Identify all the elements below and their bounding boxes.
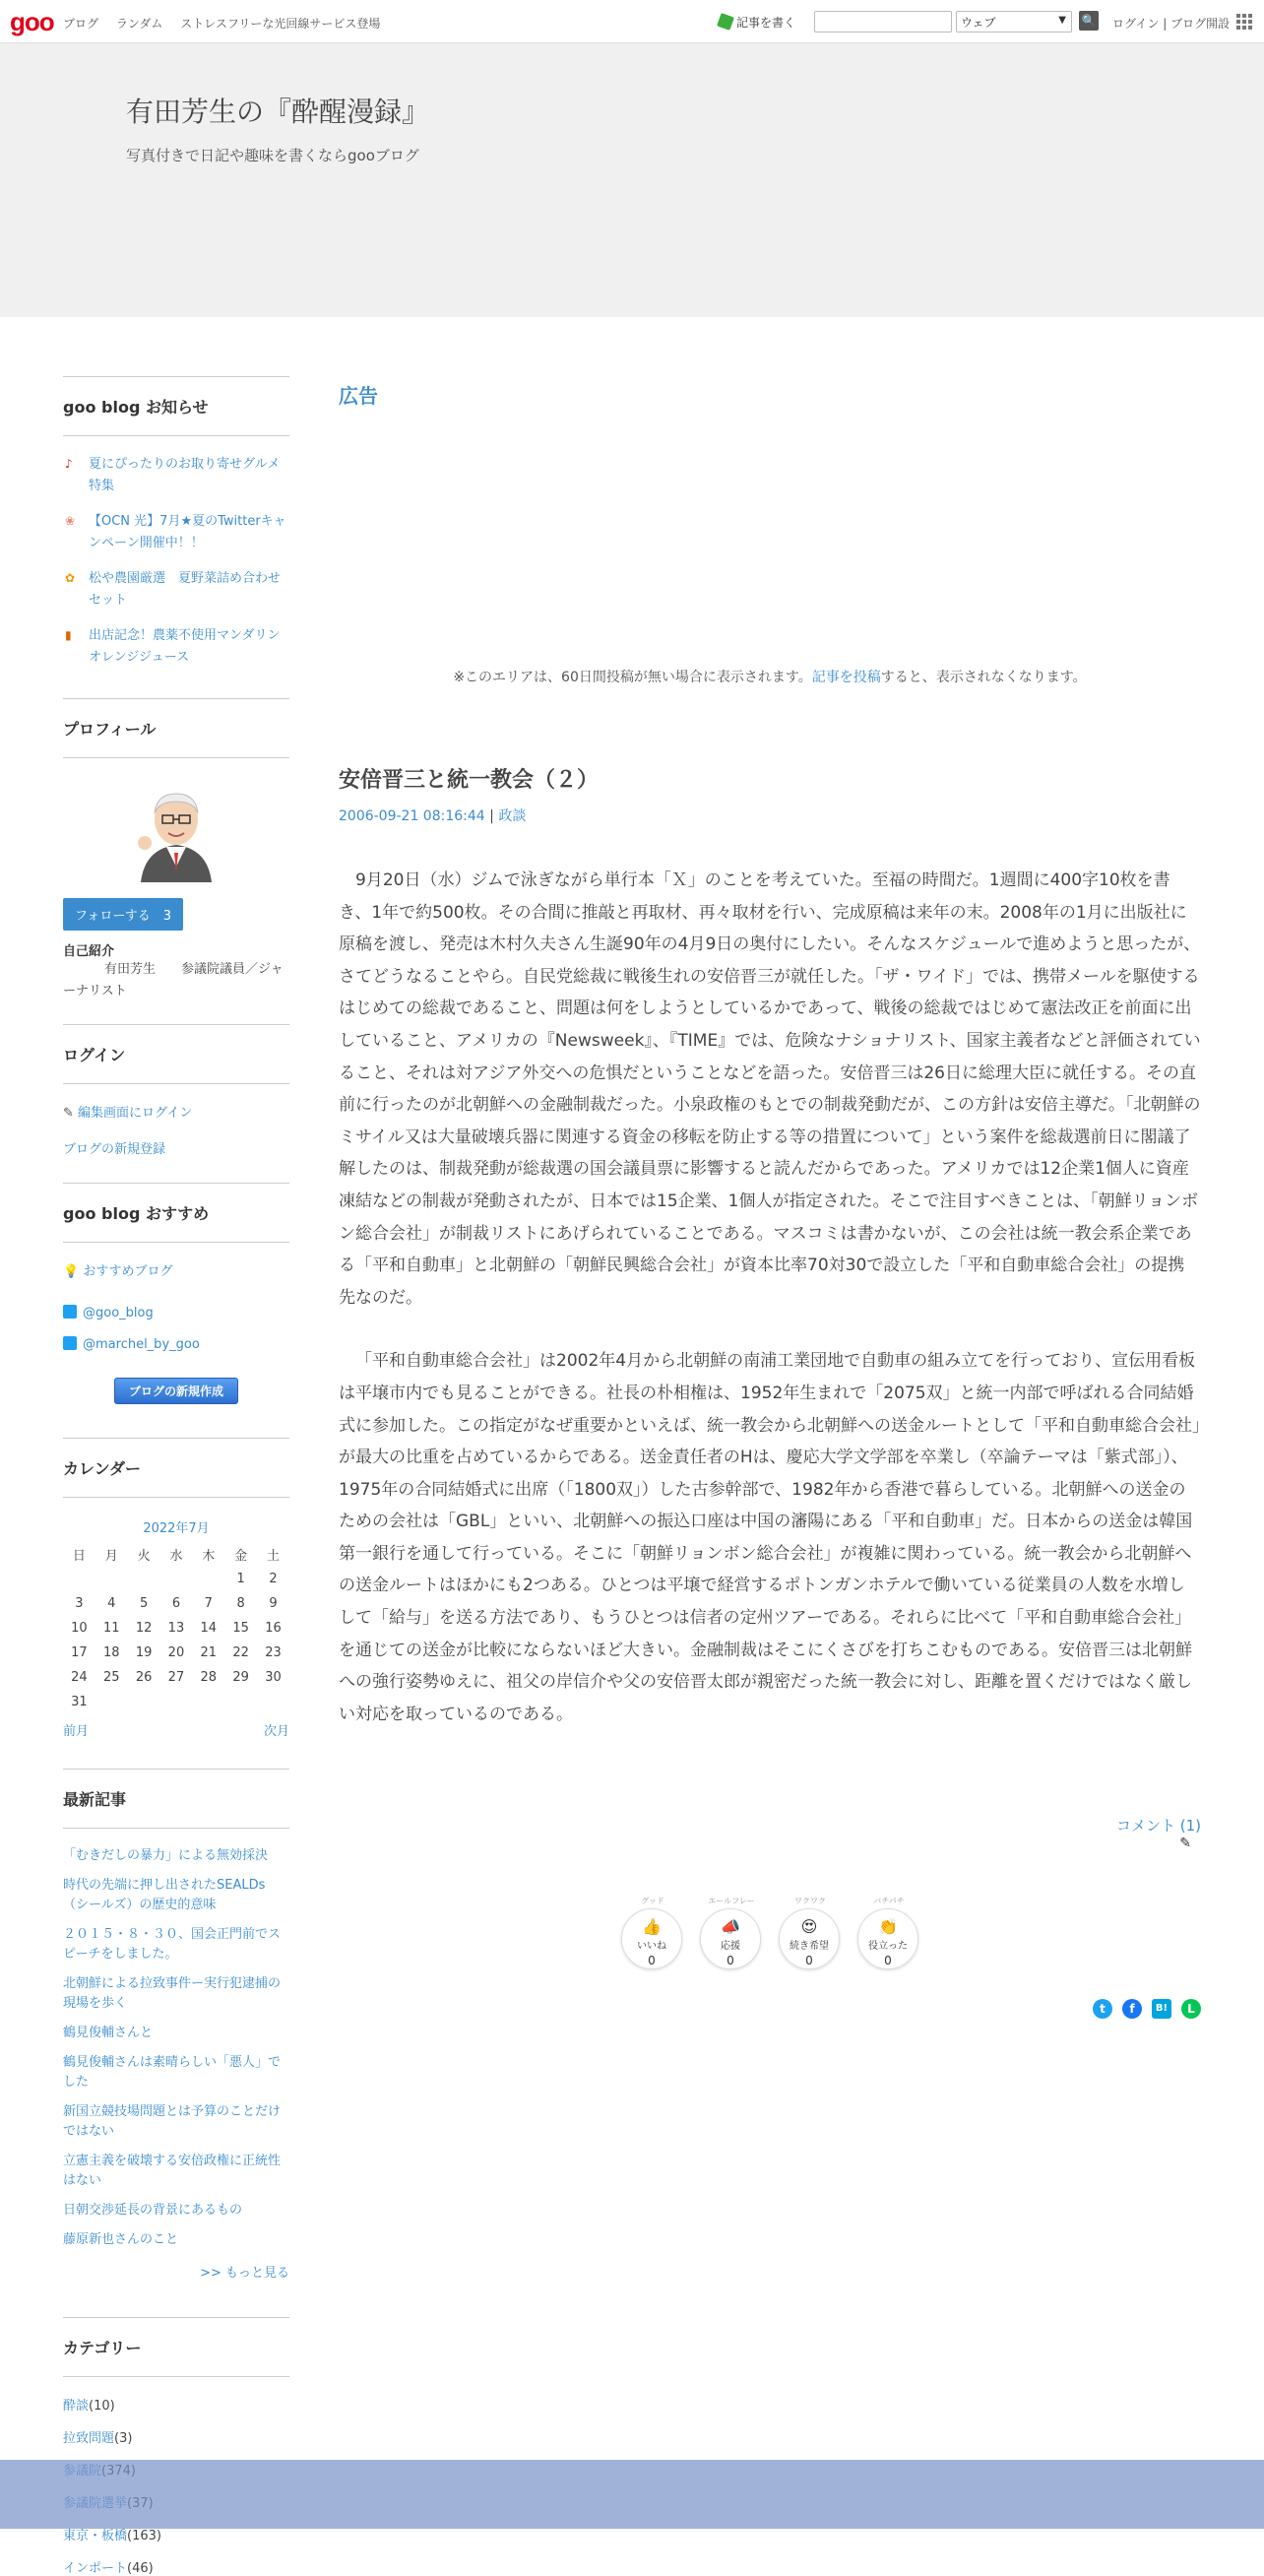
twitter-share-icon[interactable]: t [1093, 1999, 1112, 2019]
new-blog-link[interactable]: ブログの新規登録 [63, 1142, 166, 1157]
recommend-heading: goo blog おすすめ [63, 1184, 289, 1243]
article-paragraph: 9月20日（水）ジムで泳ぎながら単行本「Ｘ」のことを考えていた。至福の時間だ。1週間に400字10枚を書き、1年で約500枚。その合間に推敲と再取材、再々取材を行い、完成原稿は来年の末。2008年の1月に出版社に原稿を渡し、発売は木村久夫さん生誕90年の4月9日の奥付にしたい。そんなスケジュールで進めようと思ったが、さてどうなることやら。自民党総裁に戦後生れの安倍晋三が就任した。「ザ・ワイド」では、携帯メールを駆使するはじめての総裁であること、問題は何をしようとしているかであって、戦後の総裁ではじめて憲法改正を前面に出していること、アメリカの『Newsweek』、『TIME』では、危険なナショナリスト、国家主義者などと評価されていること、それは対アジア外交への危惧だということなどを語った。安倍晋三は26日に総理大臣に就任する。その直前に行ったのが北朝鮮への金融制裁だった。小泉政権のもとでの制裁発動だが、この方針は安倍主導だ。「北朝鮮のミサイル又は大量破壊兵器に関連する資金の移転を防止する等の措置について」という案件を総裁選前日に閣議了解したのは、制裁発動が総裁選の国会議員票に影響すると読んだからであった。アメリカでは12企業1個人に資産凍結などの制裁が発動されたが、日本では15企業、1個人が指定された。そこで注目すべきことは、「朝鮮リョンボン総合会社」が制裁リストにあげられていることである。マスコミは書かないが、この会社は統一教会系企業である「平和自動車」と北朝鮮の「朝鮮民興総合会社」が資本比率70対30で設立した「平和自動車総合会社」の提携先なのだ。 [339, 870, 1201, 1308]
search-scope-select[interactable] [956, 11, 1072, 32]
line-share-icon[interactable]: L [1181, 1999, 1201, 2019]
calendar-prev-link[interactable]: 前月 [63, 1724, 90, 1739]
post-article-link[interactable]: 記事を投稿 [811, 670, 881, 685]
intro-label: 自己紹介 [63, 944, 115, 959]
avatar-illustration-icon [131, 784, 221, 882]
article-meta [339, 805, 1201, 825]
recent-section [63, 1769, 289, 2317]
recent-article-link[interactable]: 藤原新也さんのこと [63, 2232, 179, 2247]
goo-logo[interactable]: goo [10, 7, 54, 36]
notice-heading: goo blog お知らせ [63, 377, 289, 436]
calendar-table [63, 1542, 289, 1714]
recommended-blogs-link[interactable]: 💡 おすすめブログ [63, 1264, 173, 1279]
reaction-like-button[interactable]: グッド 👍 いいね 0 [621, 1908, 682, 1969]
edit-pencil-icon[interactable]: ✎ [1179, 1835, 1191, 1852]
hatena-bookmark-icon[interactable]: B! [1152, 1999, 1171, 2019]
comments-link[interactable]: コメント (1) [1115, 1817, 1201, 1835]
reaction-buttons [339, 1897, 1201, 1969]
calendar-section [63, 1438, 289, 1769]
notice-section [63, 376, 289, 698]
nav-blog[interactable]: ブログ [63, 17, 99, 31]
heart-eyes-icon: 😍 [800, 1917, 818, 1937]
reaction-cheer-button[interactable]: エールフレー 📣 応援 0 [700, 1908, 761, 1969]
search-input[interactable] [814, 11, 952, 32]
ad-notice: ※このエリアは、60日間投稿が無い場合に表示されます。記事を投稿すると、表示されなくなります。 [453, 670, 1087, 685]
nav-random[interactable]: ランダム [115, 17, 163, 31]
meta-separator: | [489, 808, 494, 824]
profile-avatar[interactable] [131, 784, 221, 882]
search-scope-value: ウェブ [961, 16, 996, 30]
overlay-banner [0, 2460, 1264, 2529]
blog-signup-link[interactable]: ブログ開設 [1170, 17, 1231, 31]
pencil-icon: ✎ [63, 1106, 79, 1121]
reaction-helpful-button[interactable]: バチパチ 👏 役立った 0 [857, 1908, 918, 1969]
global-header [0, 0, 1264, 43]
category-item[interactable]: 拉致問題(3) [63, 2431, 133, 2446]
sidebar [63, 376, 289, 2576]
recent-article-link[interactable]: 北朝鮮による拉致事件ー実行犯逮捕の現場を歩く [63, 1976, 282, 2011]
goo-blog-twitter-link[interactable]: @goo_blog [63, 1305, 289, 1320]
recent-article-link[interactable]: 鶴見俊輔さんと [63, 2026, 154, 2040]
marchel-twitter-link[interactable]: @marchel_by_goo [63, 1336, 289, 1352]
facebook-share-icon[interactable]: f [1122, 1999, 1142, 2019]
notice-item[interactable]: ♪ 夏にぴったりのお取り寄せグルメ特集 [65, 457, 281, 493]
write-article-link[interactable] [719, 14, 795, 31]
login-heading: ログイン [63, 1025, 289, 1084]
calendar-week: 3 4 5 6 7 8 9 [75, 1596, 278, 1611]
recent-article-link[interactable]: 新国立競技場問題とは予算のことだけではない [63, 2104, 282, 2139]
twitter-icon [63, 1336, 77, 1350]
follow-button[interactable]: フォローする 3 [63, 898, 183, 931]
recent-article-link[interactable]: 時代の先端に押し出されたSEALDs（シールズ）の歴史的意味 [63, 1878, 266, 1912]
music-note-icon: ♪ [65, 457, 73, 471]
pencil-icon [717, 13, 734, 31]
category-item[interactable]: 酔談(10) [63, 2399, 115, 2414]
recent-article-link[interactable]: 立憲主義を破壊する安倍政権に正統性はない [63, 2154, 282, 2188]
category-heading: カテゴリー [63, 2318, 289, 2377]
more-articles-link[interactable]: >> もっと見る [200, 2266, 289, 2281]
thumbs-up-icon: 👍 [642, 1917, 662, 1937]
global-nav [63, 15, 394, 32]
calendar-week: 31 [71, 1695, 88, 1709]
ribbon-icon: ❀ [65, 514, 76, 528]
recommend-section [63, 1183, 289, 1438]
chevron-down-icon: ▼ [1058, 15, 1066, 26]
create-blog-button[interactable]: ブログの新規作成 [114, 1378, 238, 1404]
calendar-heading: カレンダー [63, 1439, 289, 1498]
write-article-label: 記事を書く [736, 16, 796, 30]
reaction-more-button[interactable]: ワクワク 😍 続き希望 0 [779, 1908, 840, 1969]
calendar-nav [63, 1720, 289, 1739]
article-paragraph: 「平和自動車総合会社」は2002年4月から北朝鮮の南浦工業団地で自動車の組み立てを行っており、宣伝用看板は平壌市内でも見ることができる。社長の朴相権は、1952年生まれで「2075双」と統一内部で呼ばれる合同結婚式に参加した。この指定がなぜ重要かといえば、統一教会から北朝鮮への送金ルートとして「平和自動車総合会社」が最大の比重を占めているからである。送金責任者のHは、慶応大学文学部を卒業し（卒論テーマは「紫式部」）、1975年の合同結婚式に出席（「1800双」）した古参幹部で、1982年から香港で暮らしている。北朝鮮への送金のための会社は「GBL」といい、北朝鮮への振込口座は中国の瀋陽にある「平和自動車」だ。日本からの送金は韓国第一銀行を通して行っている。そこに「朝鮮リョンボン総合会社」が複雑に関わっている。統一教会から北朝鮮への送金ルートはほかにも2つある。ひとつは平壌で経営するポトンガンホテルで働いている従業員の人数を水増しして「給与」を送る方法であり、もうひとつは信者の定州ツアーである。それらに比べて「平和自動車総合会社」を通じての送金が比較にならないほど大きい。金融制裁はそこにくさびを打ちこむものである。安倍晋三は北朝鮮への強行姿勢ゆえに、祖父の岸信介や父の安倍晋太郎が親密だった統一教会に対し、距離を置くだけではなく厳しい対応を取っているのである。 [339, 1351, 1201, 1724]
ad-heading: 広告 [339, 384, 378, 408]
calendar-week: 17 18 19 20 21 22 23 [71, 1645, 282, 1660]
account-divider: | [1163, 17, 1168, 31]
profile-heading: プロフィール [63, 699, 289, 758]
account-links [1112, 15, 1230, 32]
notice-item[interactable]: ▮ 出店記念！農薬不使用マンダリンオレンジジュース [65, 628, 281, 665]
category-section [63, 2317, 289, 2576]
notice-item[interactable]: ❀ 【OCN 光】7月★夏のTwitterキャンペーン開催中！！ [65, 514, 286, 550]
article-title[interactable]: 安倍晋三と統一教会（２） [339, 768, 600, 793]
calendar-weekdays: 日 月 火 水 木 金 土 [72, 1549, 281, 1564]
share-buttons [339, 1999, 1201, 2019]
twitter-icon [63, 1305, 77, 1319]
profile-section [63, 698, 289, 1024]
blog-header [0, 43, 1264, 317]
recent-article-link[interactable]: 鶴見俊輔さんは素晴らしい「悪人」でした [63, 2055, 282, 2090]
recent-article-link[interactable]: 「むきだしの暴力」による無効採決 [63, 1848, 269, 1863]
juice-icon: ▮ [65, 628, 72, 642]
calendar-next-link[interactable]: 次月 [263, 1724, 289, 1739]
notice-item[interactable]: ✿ 松や農園厳選 夏野菜詰め合わせセット [65, 571, 282, 608]
megaphone-icon: 📣 [721, 1917, 740, 1937]
follower-count: 3 [162, 909, 171, 924]
search-button[interactable]: 🔍 [1079, 11, 1099, 31]
recent-article-link[interactable]: 日朝交渉延長の背景にあるもの [63, 2203, 243, 2218]
clap-icon: 👏 [878, 1917, 898, 1937]
calendar-month: 2022年7月 [143, 1521, 210, 1536]
nav-promo[interactable]: ストレスフリーな光回線サービス登場 [180, 17, 381, 31]
category-item[interactable]: 東京・板橋(163) [63, 2529, 161, 2544]
login-link[interactable]: ログイン [1112, 17, 1160, 31]
blog-title[interactable]: 有田芳生の『酔醒漫録』 [126, 96, 430, 128]
lightbulb-icon: 💡 [63, 1264, 84, 1279]
calendar-week: 10 11 12 13 14 15 16 [71, 1621, 282, 1636]
intro-text: 有田芳生 参議院議員／ジャーナリスト [63, 962, 284, 998]
calendar-week: 1 2 [236, 1572, 278, 1586]
main-content [339, 376, 1201, 2019]
login-section [63, 1024, 289, 1183]
blog-description: 写真付きで日記や趣味を書くならgooブログ [126, 147, 419, 164]
app-grid-icon[interactable] [1236, 14, 1252, 30]
calendar-week: 24 25 26 27 28 29 30 [71, 1670, 282, 1685]
article-category-link[interactable]: 政談 [498, 808, 527, 824]
flower-icon: ✿ [65, 571, 76, 585]
edit-login-link[interactable]: ✎ 編集画面にログイン [63, 1106, 193, 1121]
article-date: 2006-09-21 08:16:44 [339, 808, 485, 824]
recent-heading: 最新記事 [63, 1770, 289, 1829]
category-item[interactable]: インポート(46) [63, 2561, 154, 2576]
recent-article-link[interactable]: ２０１５・８・３０、国会正門前でスピーチをしました。 [63, 1927, 282, 1962]
